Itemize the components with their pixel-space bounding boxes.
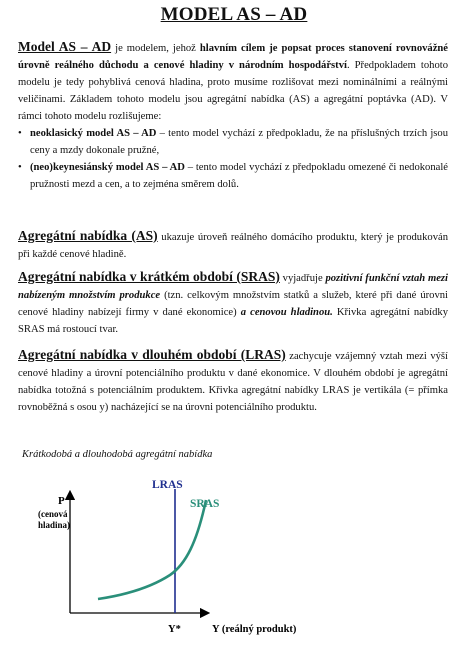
bullet-text: – tento model vychází z předpokladu, že na příslušných trzích jsou ceny a mzdy dokonale pružné, xyxy=(30,128,448,156)
as-paragraph xyxy=(18,227,448,263)
sras-text-3: Křivka agregátní nabídky SRAS má rostoucí tvar. xyxy=(18,307,449,335)
document-title: MODEL AS – AD xyxy=(160,4,308,25)
sras-term: Agregátní nabídka v krátkém období (SRAS) xyxy=(18,269,280,284)
y-axis-sublabel-2: hladina) xyxy=(38,520,71,530)
intro-text-2: . Předpokladem tohoto modelu je tedy pohyblivá cenová hladina, proto musíme rozlišovat mezi nominálními a reálnými veličinami. Základem tohoto modelu jsou agregátní nabídka (AS) a agregátní poptávka (AD). V rámci tohoto modelu rozlišujeme: xyxy=(18,60,448,122)
sras-paragraph xyxy=(18,268,448,338)
intro-paragraph xyxy=(18,38,448,193)
figure-caption: Krátkodobá a dlouhodobá agregátní nabídka xyxy=(22,449,213,460)
bullet-text: – tento model vychází z předpokladu omezené či nedokonalé pružnosti mezd a cen, a to zejména směrem dolů. xyxy=(30,162,448,190)
sras-text-2: (tzn. celkovým množstvím statků a služeb, které při dané úrovni cenové hladiny nabízejí firmy v dané ekonomice) xyxy=(18,290,448,318)
as-term: Agregátní nabídka (AS) xyxy=(18,228,158,243)
sras-curve xyxy=(98,500,206,599)
sras-text-1: vyjadřuje xyxy=(279,273,326,284)
sras-emphasis-1: pozitivní funkční vztah mezi nabízeným množstvím produkce xyxy=(18,273,448,301)
lras-text: zachycuje vzájemný vztah mezi výší cenové hladiny a úrovní potenciálního produktu v dané ekonomice. V dlouhém období je agregátní nabídka totožná s potenciálním produktem. Křivka agregátní nabídky LRAS je vertikála (= přímka rovnoběžná s osou y) nacházející se na úrovni potenciálního produktu. xyxy=(18,351,448,413)
sras-label: SRAS xyxy=(190,498,220,510)
x-tick-potential-output: Y* xyxy=(168,624,181,635)
list-item xyxy=(18,159,448,193)
lras-term: Agregátní nabídka v dlouhém období (LRAS) xyxy=(18,347,286,362)
y-axis-label: P xyxy=(58,495,65,507)
as-text: ukazuje úroveň reálného domácího produktu, který je produkován při každé cenové hladině. xyxy=(18,232,448,260)
lras-label: LRAS xyxy=(152,479,183,491)
bullet-term: neoklasický model AS – AD xyxy=(30,128,157,139)
x-axis-label: Y (reálný produkt) xyxy=(212,624,297,635)
list-item xyxy=(18,125,448,159)
sras-emphasis-2: a cenovou hladinou. xyxy=(240,307,333,318)
lras-paragraph xyxy=(18,346,448,416)
intro-bold-text: hlavním cílem je popsat proces stanovení rovnovážné úrovně reálného důchodu a cenové hladiny v národním hospodářství xyxy=(18,43,449,71)
intro-term: Model AS – AD xyxy=(18,39,112,54)
y-axis-sublabel-1: (cenová xyxy=(38,509,68,519)
intro-text-1: je modelem, jehož xyxy=(111,43,200,54)
bullet-term: (neo)keynesiánský model AS – AD xyxy=(30,162,185,173)
model-variants-list xyxy=(18,125,448,193)
